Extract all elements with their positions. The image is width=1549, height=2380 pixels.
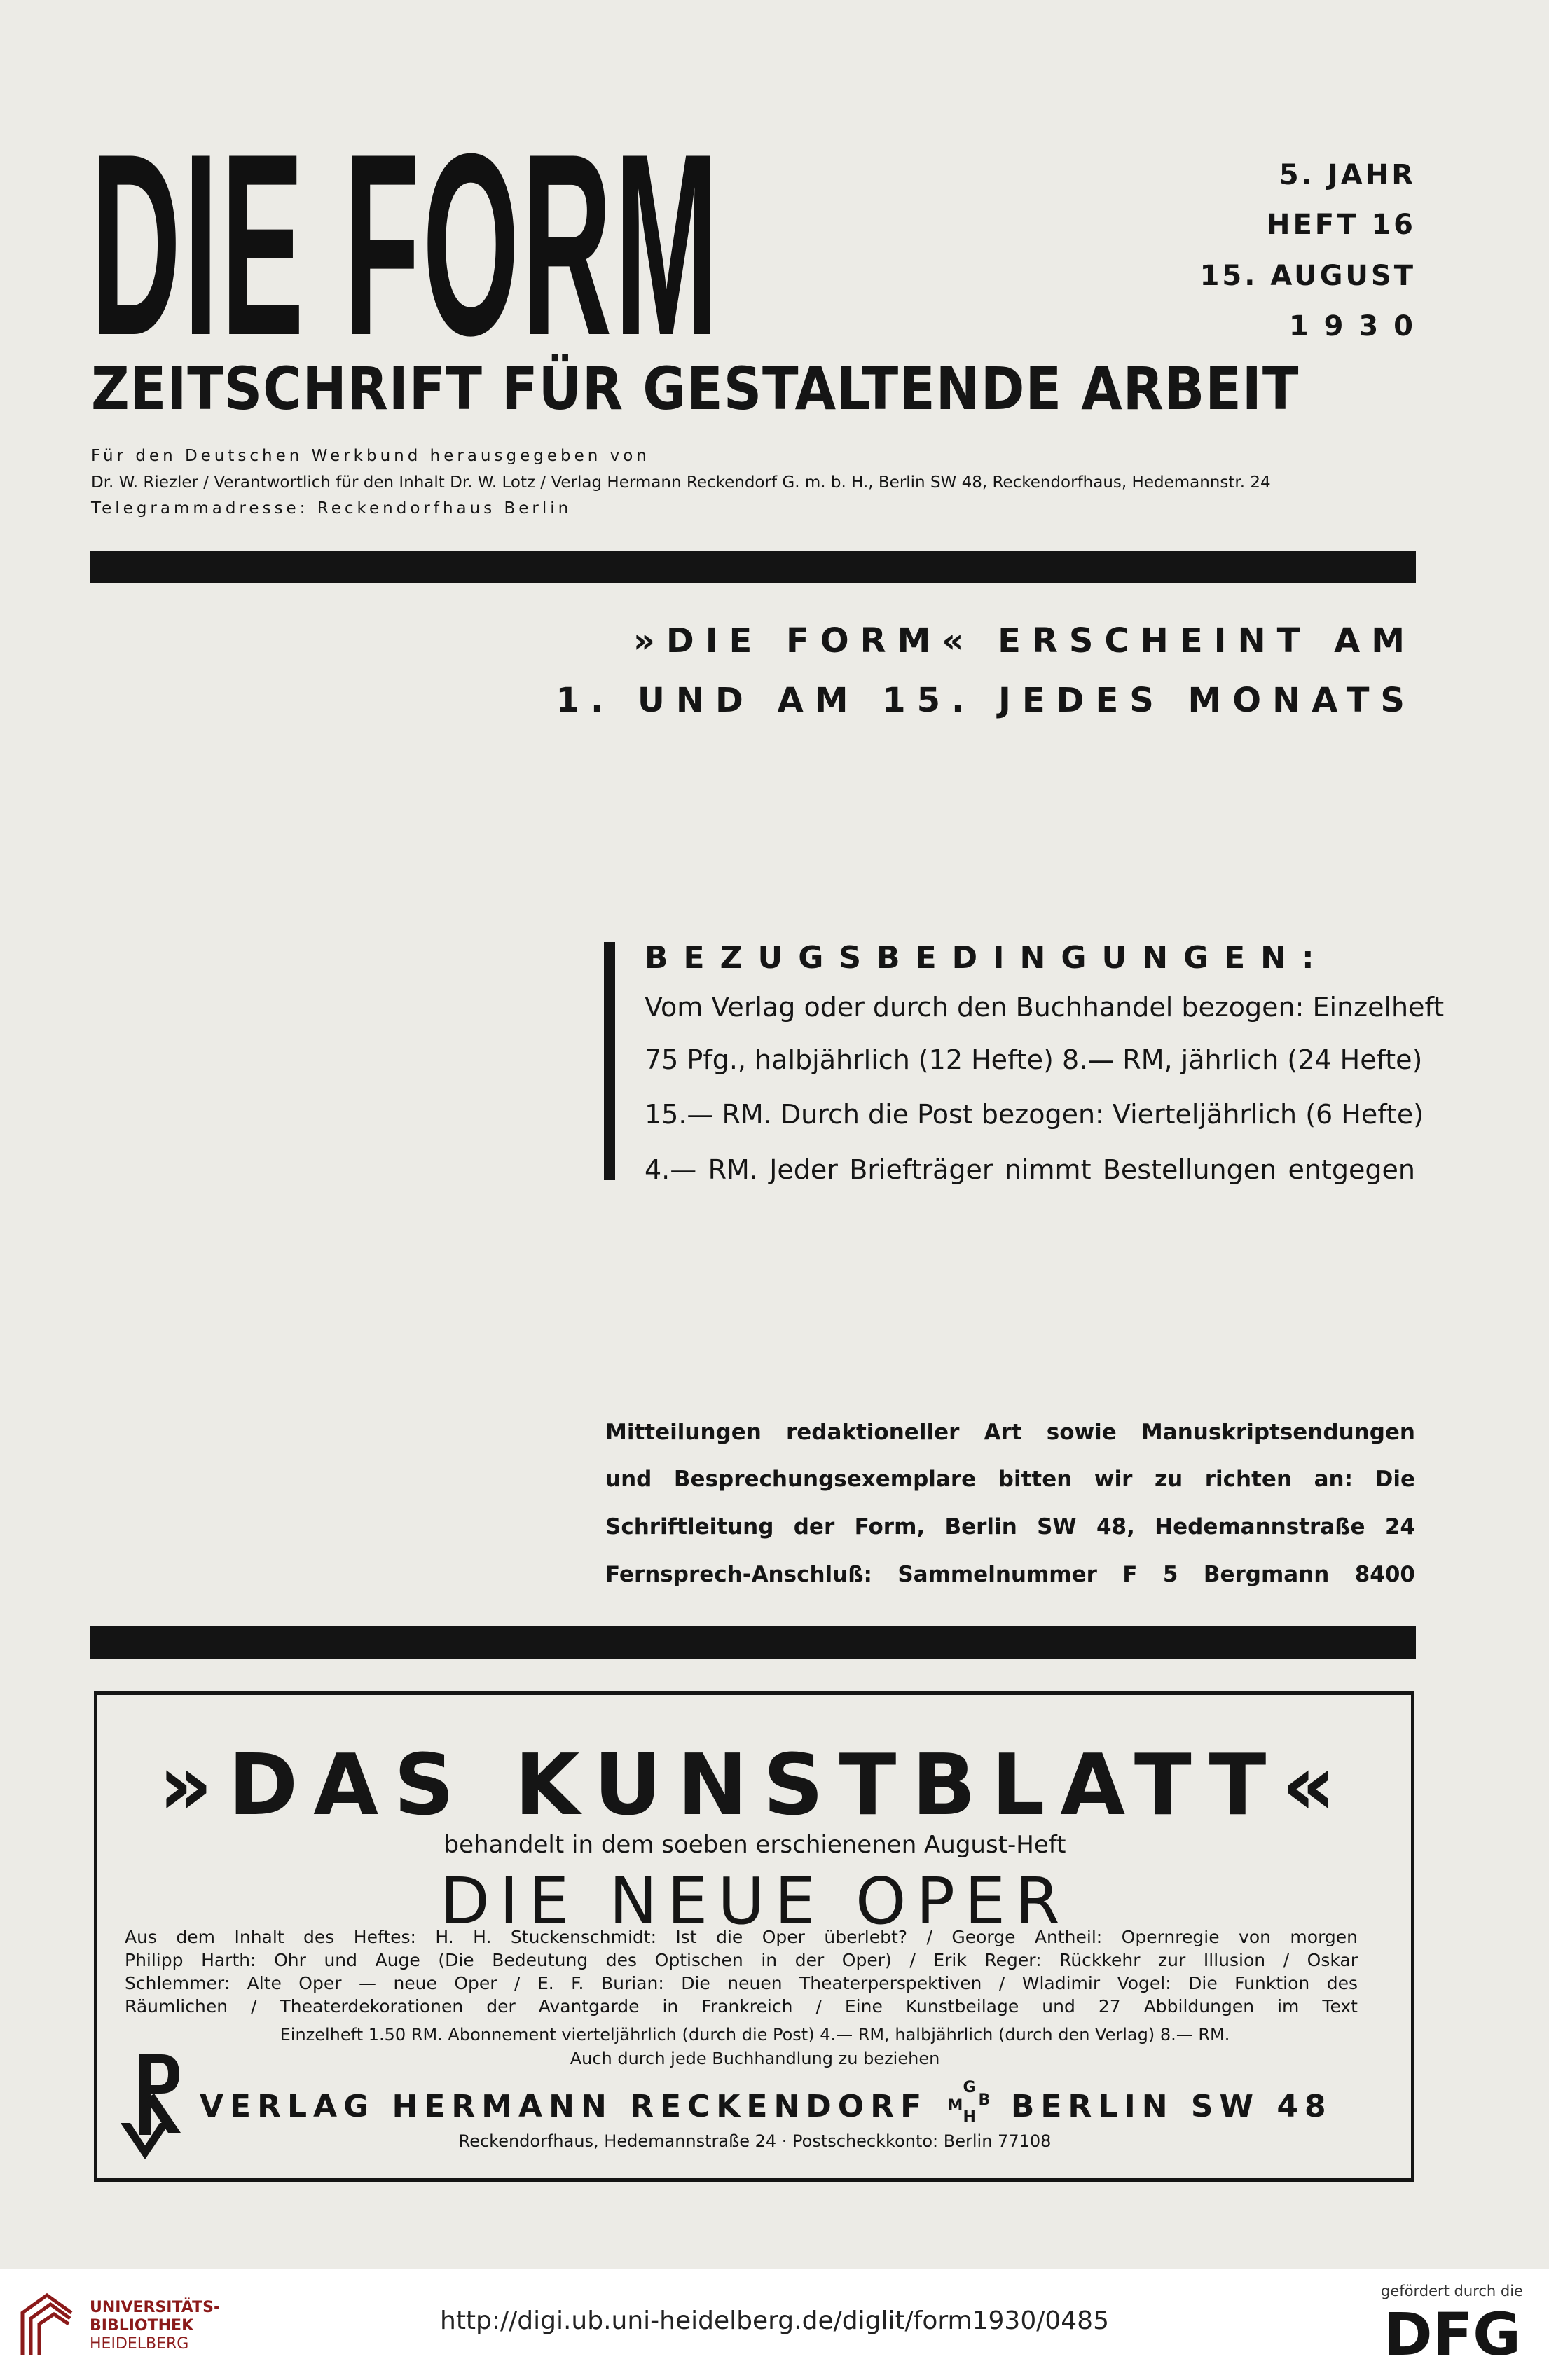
library-name-line-1: UNIVERSITÄTS- [90, 2299, 221, 2316]
library-name-line-2: BIBLIOTHEK [90, 2317, 194, 2334]
schedule-line-1: »DIE FORM« ERSCHEINT AM [633, 621, 1416, 660]
dfg-caption: gefördert durch die [1381, 2283, 1523, 2299]
gmbh-monogram: G M B H [947, 2079, 991, 2126]
masthead-title: DIE FORM [91, 100, 721, 389]
advertisement-publisher [200, 2079, 1359, 2126]
advertisement-headline: DIE NEUE OPER [440, 1864, 1070, 1939]
advertisement-subheading: behandelt in dem soeben erschienenen August-Heft [443, 1831, 1066, 1859]
advertisement-availability: Auch durch jede Buchhandlung zu beziehen [570, 2049, 940, 2068]
publisher-line-2: Dr. W. Riezler / Verantwortlich für den Inhalt Dr. W. Lotz / Verlag Hermann Reckendorf G. m. b. H., Berlin SW 48, Reckendorfhaus, Hedemannstr. 24 [91, 473, 1271, 492]
subscription-rule [604, 942, 615, 1180]
advertisement-contents-line-4: Räumlichen / Theaterdekorationen der Avantgarde in Frankreich / Eine Kunstbeilage und 27 Abbildungen im Text [125, 1996, 1358, 2016]
subscription-line-2: 75 Pfg., halbjährlich (12 Hefte) 8.— RM, jährlich (24 Hefte) [645, 1044, 1423, 1075]
notice-line-2: und Besprechungsexemplare bitten wir zu richten an: Die [605, 1467, 1415, 1492]
notice-line-4: Fernsprech-Anschluß: Sammelnummer F 5 Bergmann 8400 [605, 1562, 1415, 1587]
issue-volume: 5. JAHR [1279, 159, 1416, 191]
masthead-subtitle: ZEITSCHRIFT FÜR GESTALTENDE ARBEIT [91, 354, 1300, 423]
divider-bar-top [90, 551, 1416, 583]
advertisement-contents-line-1: Aus dem Inhalt des Heftes: H. H. Stuckenschmidt: Ist die Oper überlebt? / George Antheil: Opernregie von morgen [125, 1927, 1358, 1947]
schedule-line-2: 1. UND AM 15. JEDES MONATS [556, 681, 1416, 720]
permalink-url[interactable]: http://digi.ub.uni-heidelberg.de/diglit/form1930/0485 [440, 2306, 1109, 2335]
issue-date: 15. AUGUST [1199, 260, 1416, 292]
subscription-line-3: 15.— RM. Durch die Post bezogen: Vierteljährlich (6 Hefte) [645, 1099, 1424, 1130]
subscription-line-4: 4.— RM. Jeder Briefträger nimmt Bestellungen entgegen [645, 1154, 1415, 1185]
advertisement-pricing: Einzelheft 1.50 RM. Abonnement vierteljährlich (durch die Post) 4.— RM, halbjährlich (durch den Verlag) 8.— RM. [280, 2025, 1230, 2045]
issue-year: 1 9 3 0 [1288, 310, 1416, 343]
advertisement-contents-line-2: Philipp Harth: Ohr und Auge (Die Bedeutung des Optischen in der Oper) / Erik Reger: Rückkehr zur Illusion / Oskar [125, 1950, 1358, 1970]
divider-bar-bottom [90, 1626, 1416, 1659]
publisher-line-3: Telegrammadresse: Reckendorfhaus Berlin [91, 499, 572, 518]
notice-line-1: Mitteilungen redaktioneller Art sowie Manuskriptsendungen [605, 1420, 1415, 1445]
issue-number: HEFT 16 [1267, 209, 1416, 241]
publisher-line-1: Für den Deutschen Werkbund herausgegeben von [91, 447, 650, 465]
subscription-line-1: Vom Verlag oder durch den Buchhandel bezogen: Einzelheft [645, 992, 1445, 1023]
advertisement-title: »DAS KUNSTBLATT« [158, 1737, 1351, 1834]
svg-text:DFG: DFG [1383, 2304, 1522, 2362]
notice-line-3: Schriftleitung der Form, Berlin SW 48, Hedemannstraße 24 [605, 1514, 1415, 1540]
library-name-line-3: HEIDELBERG [90, 2335, 189, 2353]
dfg-logo-icon [1372, 2304, 1533, 2362]
publisher-city: BERLIN SW 48 [1010, 2089, 1333, 2124]
advertisement-address: Reckendorfhaus, Hedemannstraße 24 · Postscheckkonto: Berlin 77108 [458, 2131, 1052, 2151]
subscription-heading: BEZUGSBEDINGUNGEN: [645, 940, 1330, 976]
advertisement-contents-line-3: Schlemmer: Alte Oper — neue Oper / E. F. Burian: Die neuen Theaterperspektiven / Wladimir Vogel: Die Funktion des [125, 1973, 1358, 1993]
publisher-name: VERLAG HERMANN RECKENDORF [200, 2089, 928, 2124]
